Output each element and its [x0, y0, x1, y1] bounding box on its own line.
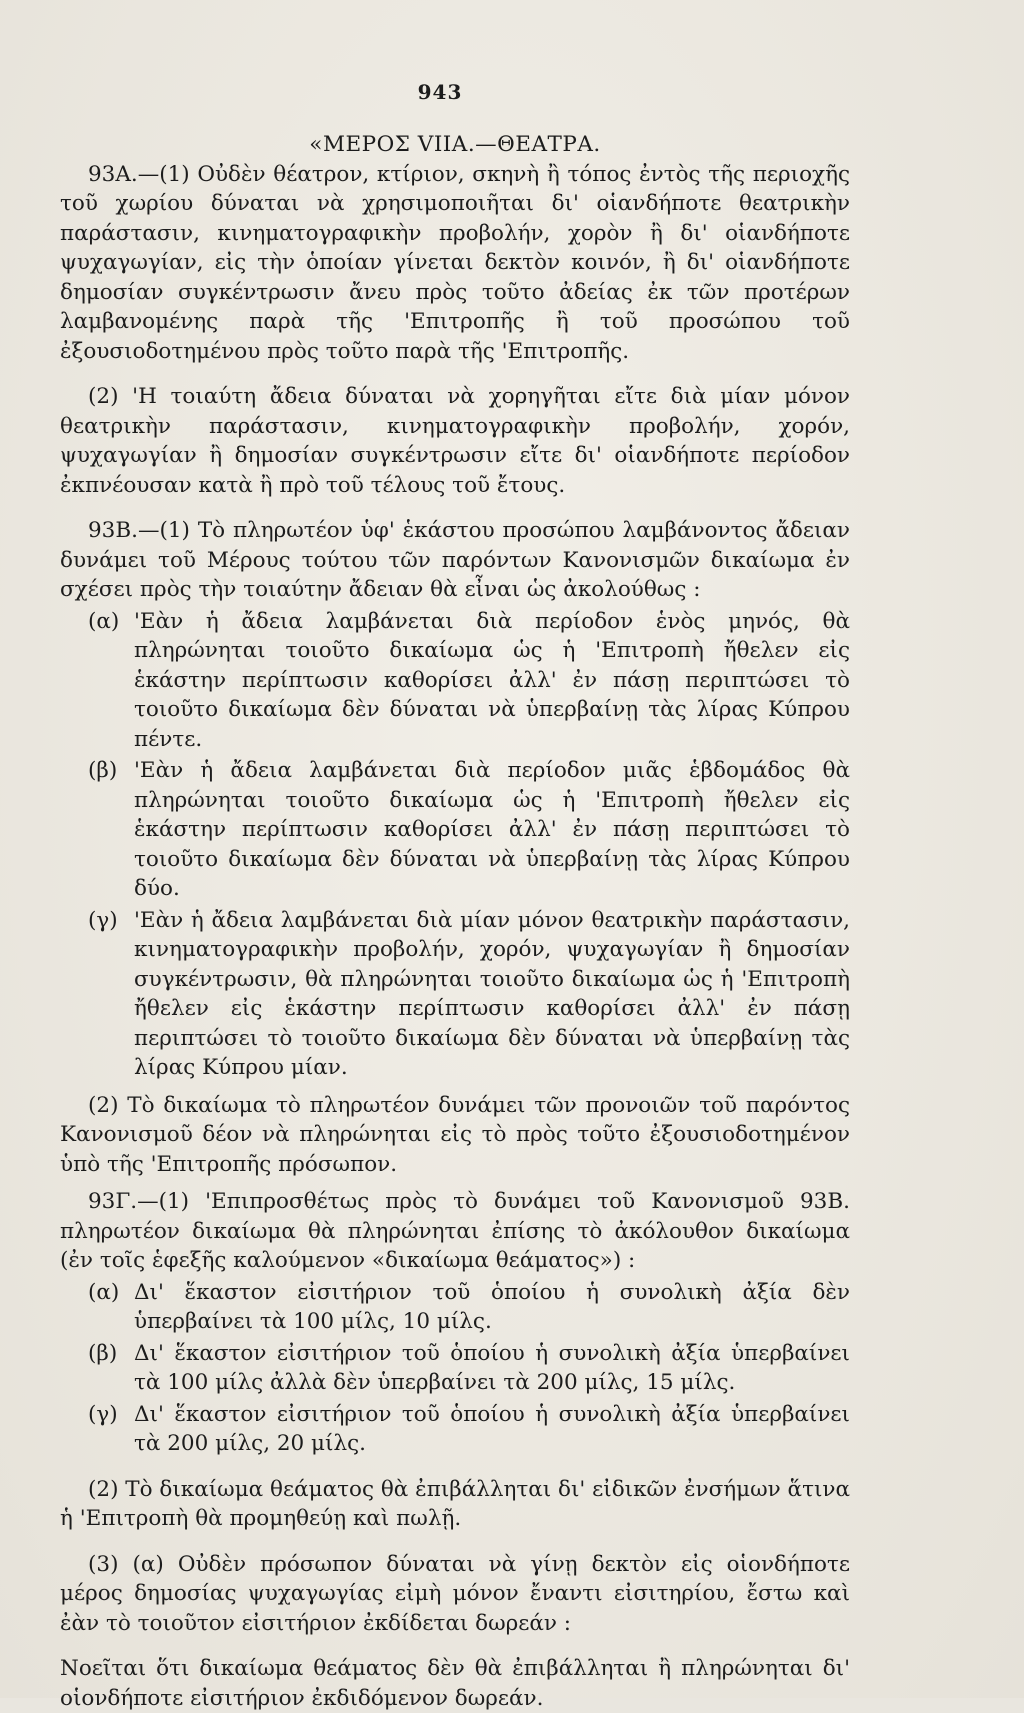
- section-93g-proviso: Νοεῖται ὅτι δικαίωμα θεάματος δὲν θὰ ἐπιβάλληται ἢ πληρώνηται δι' οἱονδήποτε εἰσιτήριον ἐκδιδόμενον δωρεάν.: [60, 1656, 850, 1711]
- list-item: [88, 1400, 850, 1459]
- item-text: Δι' ἕκαστον εἰσιτήριον τοῦ ὁποίου ἡ συνολικὴ ἀξία δὲν ὑπερβαίνει τὰ 100 μίλς, 10 μίλς.: [134, 1279, 850, 1334]
- section-93g-para-3: (3) (α) Οὐδὲν πρόσωπον δύναται νὰ γίνῃ δεκτὸν εἰς οἱονδήποτε μέρος δημοσίας ψυχαγωγίας εἰμὴ μόνον ἔναντι εἰσιτηρίου, ἔστω καὶ ἐὰν τὸ τοιοῦτον εἰσιτήριον ἐκδίδεται δωρεάν :: [60, 1551, 850, 1636]
- list-item: [88, 906, 850, 1083]
- list-item: [88, 607, 850, 755]
- list-item: [88, 1339, 850, 1398]
- item-text: 'Εὰν ἡ ἄδεια λαμβάνεται διὰ μίαν μόνον θεατρικὴν παράστασιν, κινηματογραφικὴν προβολήν, χορόν, ψυχαγωγίαν ἢ δημοσίαν συγκέντρωσιν, θὰ πληρώνηται τοιοῦτο δικαίωμα ὡς ἡ 'Επιτροπὴ ἤθελεν εἰς ἑκάστην περίπτωσιν καθορίσει ἀλλ' ἐν πάσῃ περιπτώσει τὸ τοιοῦτο δικαίωμα δὲν δύναται νὰ ὑπερβαίνῃ τὰς λίρας Κύπρου μίαν.: [134, 907, 850, 1080]
- section-93b-para-2: (2) Τὸ δικαίωμα τὸ πληρωτέον δυνάμει τῶν προνοιῶν τοῦ παρόντος Κανονισμοῦ δέον νὰ πληρώνηται εἰς τὸ πρὸς τοῦτο ἐξουσιοδοτημένον ὑπὸ τῆς 'Επιτροπῆς πρόσωπον.: [60, 1092, 850, 1177]
- item-label: (γ): [88, 1401, 118, 1427]
- part-heading: «ΜΕΡΟΣ VIIA.—ΘΕΑΤΡΑ.: [309, 132, 601, 157]
- section-93b-para-1: 93Β.—(1) Τὸ πληρωτέον ὑφ' ἑκάστου προσώπου λαμβάνοντος ἄδειαν δυνάμει τοῦ Μέρους τούτου τῶν παρόντων Κανονισμῶν δικαίωμα ἐν σχέσει πρὸς τὴν τοιαύτην ἄδειαν θὰ εἶναι ὡς ἀκολούθως :: [60, 518, 850, 602]
- section-93a-para-1: 93Α.—(1) Οὐδὲν θέατρον, κτίριον, σκηνὴ ἢ τόπος ἐντὸς τῆς περιοχῆς τοῦ χωρίου δύναται νὰ χρησιμοποιῆται δι' οἱανδήποτε θεατρικὴν παράστασιν, κινηματογραφικὴν προβολήν, χορὸν ἢ δι' οἱανδήποτε ψυχαγωγίαν, εἰς τὴν ὁποίαν γίνεται δεκτὸν κοινόν, ἢ δι' οἱανδήποτε δημοσίαν συγκέντρωσιν ἄνευ πρὸς τοῦτο ἀδείας ἐκ τῶν προτέρων λαμβανομένης παρὰ τῆς 'Επιτροπῆς ἢ τοῦ προσώπου τοῦ ἐξουσιοδοτημένου πρὸς τοῦτο παρὰ τῆς 'Επιτροπῆς.: [60, 161, 850, 364]
- list-item: [88, 756, 850, 904]
- item-label: (γ): [88, 907, 118, 933]
- section-93g-para-2: (2) Τὸ δικαίωμα θεάματος θὰ ἐπιβάλληται δι' εἰδικῶν ἐνσήμων ἅτινα ἡ 'Επιτροπὴ θὰ προμηθεύῃ καὶ πωλῇ.: [60, 1476, 850, 1531]
- section-93g-para-1: 93Γ.—(1) 'Επιπροσθέτως πρὸς τὸ δυνάμει τοῦ Κανονισμοῦ 93Β. πληρωτέον δικαίωμα θὰ πληρώνηται ἐπίσης τὸ ἀκόλουθον δικαίωμα (ἐν τοῖς ἑφεξῆς καλούμενον «δικαίωμα θεάματος») :: [60, 1189, 850, 1273]
- item-label: (α): [88, 608, 120, 634]
- item-label: (β): [88, 758, 118, 783]
- item-text: 'Εὰν ἡ ἄδεια λαμβάνεται διὰ περίοδον μιᾶς ἑβδομάδος θὰ πληρώνηται τοιοῦτο δικαίωμα ὡς ἡ 'Επιτροπὴ ἤθελεν εἰς ἑκάστην περίπτωσιν καθορίσει ἀλλ' ἐν πάσῃ περιπτώσει τὸ τοιοῦτο δικαίωμα δὲν δύναται νὰ ὑπερβαίνῃ τὰς λίρας Κύπρου δύο.: [134, 758, 850, 901]
- item-label: (α): [88, 1279, 120, 1305]
- document-body: [60, 130, 850, 1713]
- section-93a-para-2: (2) 'Η τοιαύτη ἄδεια δύναται νὰ χορηγῆται εἴτε διὰ μίαν μόνον θεατρικὴν παράστασιν, κινηματογραφικὴν προβολήν, χορόν, ψυχαγωγίαν ἢ δημοσίαν συγκέντρωσιν εἴτε δι' οἱανδήποτε περίοδον ἐκπνέουσαν κατὰ ἢ πρὸ τοῦ τέλους τοῦ ἔτους.: [60, 384, 850, 498]
- page-number: 943: [417, 80, 463, 104]
- item-text: Δι' ἕκαστον εἰσιτήριον τοῦ ὁποίου ἡ συνολικὴ ἀξία ὑπερβαίνει τὰ 200 μίλς, 20 μίλς.: [134, 1401, 850, 1456]
- item-label: (β): [88, 1340, 118, 1366]
- item-text: 'Εὰν ἡ ἄδεια λαμβάνεται διὰ περίοδον ἑνὸς μηνός, θὰ πληρώνηται τοιοῦτο δικαίωμα ὡς ἡ 'Επιτροπὴ ἤθελεν εἰς ἑκάστην περίπτωσιν καθορίσει ἀλλ' ἐν πάσῃ περιπτώσει τὸ τοιοῦτο δικαίωμα δὲν δύναται νὰ ὑπερβαίνῃ τὰς λίρας Κύπρου πέντε.: [134, 608, 850, 752]
- item-text: Δι' ἕκαστον εἰσιτήριον τοῦ ὁποίου ἡ συνολικὴ ἀξία ὑπερβαίνει τὰ 100 μίλς ἀλλὰ δὲν ὑπερβαίνει τὰ 200 μίλς, 15 μίλς.: [134, 1340, 850, 1395]
- list-item: [88, 1278, 850, 1337]
